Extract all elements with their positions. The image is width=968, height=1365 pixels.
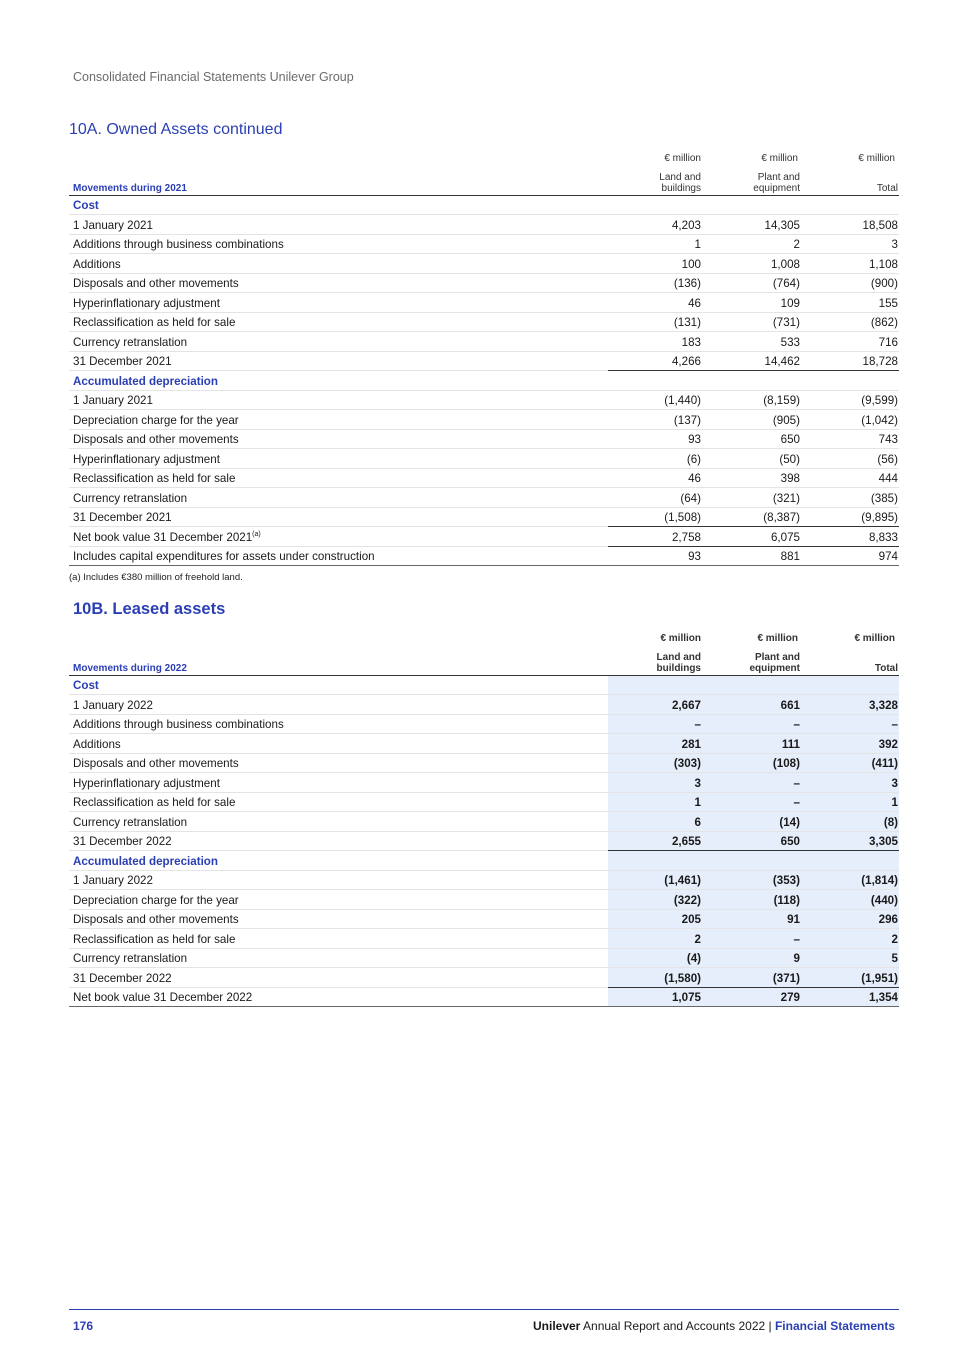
table-row-net-book-value: Net book value 31 December 2022 1,075 279 1,354 [69, 987, 899, 1007]
group-accumulated-depreciation: Accumulated depreciation [69, 371, 608, 391]
table-row: 1 January 2022 (1,461) (353) (1,814) [69, 870, 899, 890]
table-row: Depreciation charge for the year (322) (118) (440) [69, 890, 899, 910]
footer-section: Financial Statements [774, 1319, 895, 1333]
table-row: Disposals and other movements 205 91 296 [69, 909, 899, 929]
table-row: Additions 281 111 392 [69, 734, 899, 754]
col-header-plant: Plant and equipment [705, 647, 802, 675]
movements-label: Movements during 2021 [69, 167, 608, 195]
table-row: Hyperinflationary adjustment 3 – 3 [69, 773, 899, 793]
table-row: Additions through business combinations – – – [69, 714, 899, 734]
leased-assets-table [69, 633, 899, 1007]
section-title-owned-assets: 10A. Owned Assets continued [69, 121, 283, 138]
unit-label: € million [660, 633, 701, 644]
table-row: Additions 100 1,008 1,108 [69, 254, 899, 274]
group-cost: Cost [69, 675, 608, 695]
owned-assets-table [69, 153, 899, 566]
table-row-subtotal: 31 December 2021 (1,508) (8,387) (9,895) [69, 507, 899, 527]
unit-label: € million [761, 153, 798, 164]
table-row: Currency retranslation 183 533 716 [69, 332, 899, 352]
table-row-subtotal: 31 December 2022 2,655 650 3,305 [69, 831, 899, 851]
table-row: Disposals and other movements 93 650 743 [69, 429, 899, 449]
table-row: Hyperinflationary adjustment 46 109 155 [69, 293, 899, 313]
table-row: Currency retranslation 6 (14) (8) [69, 812, 899, 832]
table-row: 1 January 2022 2,667 661 3,328 [69, 695, 899, 715]
col-header-land: Land and buildings [608, 647, 705, 675]
table-row: Currency retranslation (64) (321) (385) [69, 488, 899, 508]
table-row-subtotal: 31 December 2021 4,266 14,462 18,728 [69, 351, 899, 371]
table-row-net-book-value: Net book value 31 December 2021$^{(a)}$ 2,758 6,075 8,833 [69, 527, 899, 547]
table-row: Currency retranslation (4) 9 5 [69, 948, 899, 968]
unit-label: € million [664, 153, 701, 164]
col-header-total: Total [802, 647, 899, 675]
footnote: (a) Includes €380 million of freehold land. [69, 572, 243, 583]
col-header-plant: Plant and equipment [705, 167, 802, 195]
footer-divider [69, 1309, 899, 1310]
col-header-total: Total [802, 167, 899, 195]
table-row-capex: Includes capital expenditures for assets under construction 93 881 974 [69, 546, 899, 566]
unit-label: € million [858, 153, 895, 164]
group-accumulated-depreciation: Accumulated depreciation [69, 851, 608, 871]
footnote-ref: (a) [252, 530, 261, 538]
table-row: Reclassification as held for sale 46 398 444 [69, 468, 899, 488]
unit-label: € million [757, 633, 798, 644]
table-row: Additions through business combinations 1 2 3 [69, 234, 899, 254]
movements-label: Movements during 2022 [69, 647, 608, 675]
section-title-leased-assets: 10B. Leased assets [73, 600, 226, 618]
page-number: 176 [73, 1319, 94, 1333]
table-row: 1 January 2021 (1,440) (8,159) (9,599) [69, 390, 899, 410]
table-row: Disposals and other movements (303) (108) (411) [69, 753, 899, 773]
table-row: Disposals and other movements (136) (764) (900) [69, 273, 899, 293]
unit-label: € million [854, 633, 895, 644]
table-row: Depreciation charge for the year (137) (905) (1,042) [69, 410, 899, 430]
table-row: Reclassification as held for sale 1 – 1 [69, 792, 899, 812]
table-row-subtotal: 31 December 2022 (1,580) (371) (1,951) [69, 968, 899, 988]
table-row: Reclassification as held for sale 2 – 2 [69, 929, 899, 949]
table-row: 1 January 2021 4,203 14,305 18,508 [69, 215, 899, 235]
footer-brand: Unilever [533, 1319, 581, 1333]
group-cost: Cost [69, 195, 608, 215]
footer-caption [533, 1319, 895, 1333]
table-row: Reclassification as held for sale (131) (731) (862) [69, 312, 899, 332]
running-header: Consolidated Financial Statements Unilever Group [73, 70, 354, 84]
table-row: Hyperinflationary adjustment (6) (50) (56) [69, 449, 899, 469]
footer-report: Annual Report and Accounts 2022 | [580, 1319, 775, 1333]
col-header-land: Land and buildings [608, 167, 705, 195]
